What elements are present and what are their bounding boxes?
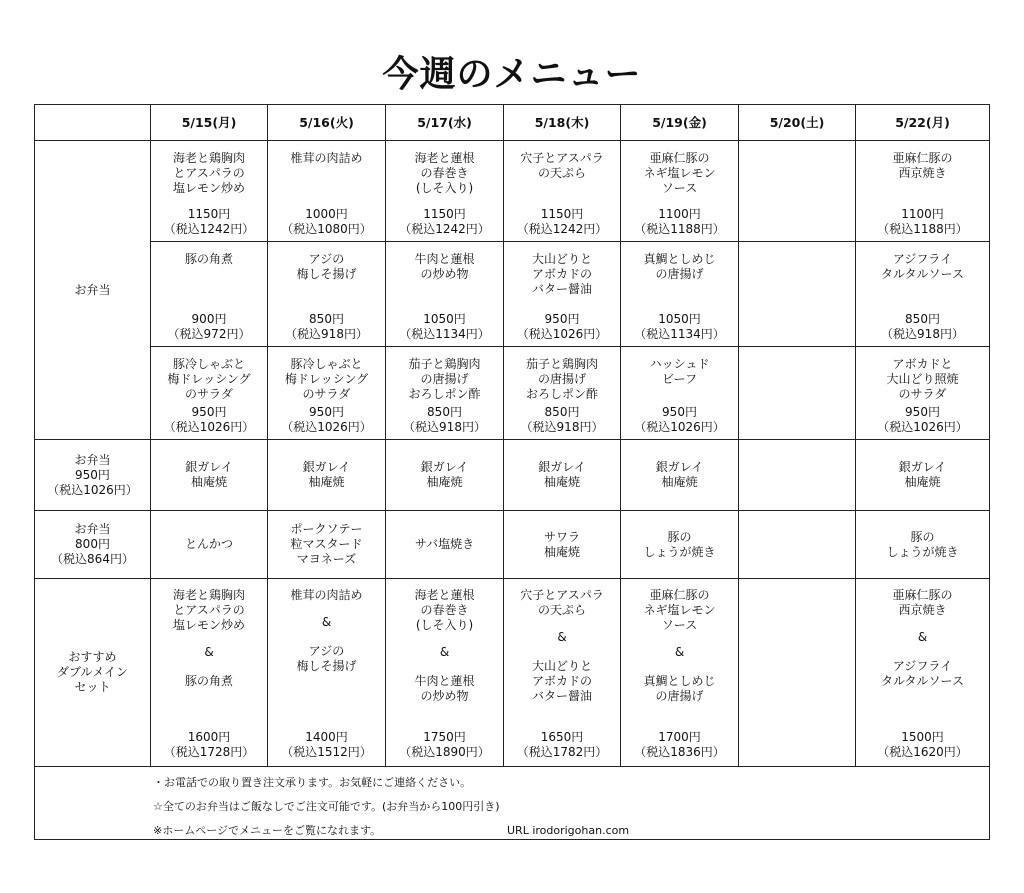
double-set-cell	[386, 579, 504, 767]
dish-price: 950円 （税込1026円）	[163, 405, 255, 434]
dish-name: 海老と鶏胸肉 とアスパラの 塩レモン炒め	[172, 151, 245, 195]
ampersand: &	[439, 645, 450, 659]
notes-row	[35, 767, 990, 840]
dish-a: 亜麻仁豚の ネギ塩レモン ソース	[643, 588, 716, 632]
menu-cell	[268, 242, 386, 347]
ampersand: &	[557, 630, 567, 644]
dish-a: 海老と蓮根 の春巻き (しそ入り)	[414, 588, 475, 632]
dish-price: 850円 （税込918円）	[285, 312, 368, 341]
bento-label: お弁当	[35, 141, 151, 440]
dish-name	[739, 511, 855, 578]
dish-name: 銀ガレイ 柚庵焼	[302, 460, 351, 489]
dish-name: アジフライ タルタルソース	[881, 252, 964, 281]
dish-name: ハッシュド ビーフ	[649, 357, 710, 386]
dish-a: 海老と鶏胸肉 とアスパラの 塩レモン炒め	[172, 588, 245, 632]
menu-cell	[739, 141, 856, 242]
menu-cell	[856, 440, 990, 511]
dish-name: 豚の しょうが焼き	[886, 529, 959, 559]
double-set-cell	[621, 579, 739, 767]
dish-name: とんかつ	[184, 537, 233, 551]
dish-price: 900円 （税込972円）	[167, 312, 251, 341]
dish-b: 大山どりと アボカドの バター醤油	[531, 659, 592, 703]
dish-a: 穴子とアスパラ の天ぷら	[520, 588, 604, 617]
dish-name: 銀ガレイ 柚庵焼	[420, 460, 469, 489]
notes-cell	[35, 767, 990, 840]
dish-name: 椎茸の肉詰め	[290, 151, 363, 165]
dish-price: 1100円 （税込1188円）	[634, 207, 725, 236]
dish-name: 大山どりと アボカドの バター醤油	[531, 252, 592, 296]
menu-cell	[856, 511, 990, 579]
dish-b: 牛肉と蓮根 の炒め物	[414, 674, 475, 703]
dish-name: アボカドと 大山どり照焼 のサラダ	[886, 357, 959, 401]
dish-name: 銀ガレイ 柚庵焼	[655, 460, 704, 489]
dish-price: 1000円 （税込1080円）	[281, 207, 372, 236]
menu-cell	[386, 141, 504, 242]
dish-name: ポークソテー 粒マスタード マヨネーズ	[290, 522, 363, 566]
set-price: 1700円 （税込1836円）	[634, 730, 725, 759]
bento-800-row	[35, 511, 990, 579]
menu-cell	[621, 347, 739, 440]
note-homepage: ※ホームページでメニューをご覧になれます。	[153, 824, 382, 837]
menu-cell	[386, 440, 504, 511]
day-header: 5/19(金)	[621, 105, 739, 141]
dish-name: 亜麻仁豚の 西京焼き	[892, 151, 953, 180]
dish-name: 牛肉と蓮根 の炒め物	[414, 252, 475, 281]
menu-cell	[151, 440, 268, 511]
dish-price: 1050円 （税込1134円）	[399, 312, 490, 341]
dish-price: 950円 （税込1026円）	[281, 405, 372, 434]
ampersand: &	[917, 630, 928, 644]
dish-name	[739, 242, 855, 252]
dish-name: 豚の角煮	[184, 252, 233, 266]
bento-row	[35, 347, 990, 440]
menu-cell	[621, 141, 739, 242]
ampersand: &	[204, 645, 214, 659]
corner-cell	[35, 105, 151, 141]
bento-950-row	[35, 440, 990, 511]
dish-name: 銀ガレイ 柚庵焼	[185, 460, 233, 489]
dish-name: 穴子とアスパラ の天ぷら	[520, 151, 604, 180]
dish-a: 椎茸の肉詰め	[290, 588, 363, 602]
dish-price: 850円 （税込918円）	[520, 405, 604, 434]
menu-cell	[856, 347, 990, 440]
dish-name: サワラ 柚庵焼	[543, 529, 580, 559]
dish-name: 茄子と鶏胸肉 の唐揚げ おろしポン酢	[525, 357, 598, 401]
dish-name: サバ塩焼き	[414, 537, 475, 551]
menu-cell	[739, 511, 856, 579]
menu-cell	[151, 347, 268, 440]
menu-cell	[739, 347, 856, 440]
dish-name	[739, 141, 855, 151]
dish-b: 真鯛としめじ の唐揚げ	[643, 674, 716, 703]
dish-name: 銀ガレイ 柚庵焼	[538, 460, 586, 489]
dish-price: 1150円 （税込1242円）	[399, 207, 490, 236]
dish-name: 銀ガレイ 柚庵焼	[898, 460, 947, 489]
dish-name	[739, 347, 855, 357]
bento-row	[35, 242, 990, 347]
day-header: 5/15(月)	[151, 105, 268, 141]
ampersand: &	[674, 645, 685, 659]
bento-row	[35, 141, 990, 242]
page-title: 今週のメニュー	[382, 54, 642, 95]
day-header: 5/18(木)	[504, 105, 621, 141]
set-price: 1600円 （税込1728円）	[163, 730, 255, 759]
set-price: 1400円 （税込1512円）	[281, 730, 372, 759]
note-url[interactable]: URL irodorigohan.com	[507, 824, 630, 837]
bento-800-label: お弁当 800円 （税込864円）	[35, 511, 151, 579]
menu-cell	[856, 141, 990, 242]
dish-price: 850円 （税込918円）	[403, 405, 486, 434]
menu-cell	[856, 242, 990, 347]
dish-price: 1100円 （税込1188円）	[877, 207, 968, 236]
bento-950-label: お弁当 950円 （税込1026円）	[35, 440, 151, 511]
menu-cell	[504, 347, 621, 440]
double-set-cell	[739, 579, 856, 767]
menu-cell	[151, 511, 268, 579]
menu-cell	[621, 242, 739, 347]
menu-cell	[268, 440, 386, 511]
dish-name: 海老と蓮根 の春巻き (しそ入り)	[414, 151, 475, 195]
menu-cell	[386, 511, 504, 579]
dish-name: 茄子と鶏胸肉 の唐揚げ おろしポン酢	[408, 357, 481, 401]
header-row	[35, 105, 990, 141]
dish-name: 亜麻仁豚の ネギ塩レモン ソース	[643, 151, 716, 195]
double-set-cell	[504, 579, 621, 767]
menu-cell	[268, 347, 386, 440]
dish-price: 850円 （税込918円）	[881, 312, 964, 341]
menu-table	[34, 104, 990, 840]
dish-a: 亜麻仁豚の 西京焼き	[892, 588, 953, 617]
day-header: 5/17(水)	[386, 105, 504, 141]
set-price: 1750円 （税込1890円）	[399, 730, 490, 759]
menu-cell	[504, 242, 621, 347]
menu-cell	[268, 141, 386, 242]
dish-price: 950円 （税込1026円）	[634, 405, 725, 434]
note-no-rice: ☆全てのお弁当はご飯なしでご注文可能です。(お弁当から100円引き)	[153, 800, 500, 813]
day-header: 5/16(火)	[268, 105, 386, 141]
dish-price: 1150円 （税込1242円）	[516, 207, 608, 236]
ampersand: &	[321, 615, 332, 629]
menu-cell	[386, 347, 504, 440]
dish-price: 950円 （税込1026円）	[877, 405, 968, 434]
dish-name: 豚冷しゃぶと 梅ドレッシング のサラダ	[167, 357, 251, 401]
dish-name: アジの 梅しそ揚げ	[296, 252, 357, 281]
menu-cell	[739, 440, 856, 511]
dish-name: 豚の しょうが焼き	[643, 529, 716, 559]
menu-cell	[151, 242, 268, 347]
double-main-label: おすすめ ダブルメイン セット	[35, 579, 151, 767]
day-header: 5/22(月)	[856, 105, 990, 141]
menu-cell	[504, 440, 621, 511]
menu-cell	[504, 141, 621, 242]
double-set-cell	[151, 579, 268, 767]
dish-price: 950円 （税込1026円）	[516, 312, 608, 341]
menu-cell	[621, 440, 739, 511]
menu-cell	[504, 511, 621, 579]
menu-cell	[621, 511, 739, 579]
day-header: 5/20(土)	[739, 105, 856, 141]
menu-cell	[739, 242, 856, 347]
dish-name	[739, 440, 855, 510]
dish-b: 豚の角煮	[184, 674, 233, 688]
double-main-row	[35, 579, 990, 767]
menu-cell	[268, 511, 386, 579]
dish-price: 1150円 （税込1242円）	[163, 207, 255, 236]
set-price: 1500円 （税込1620円）	[877, 730, 968, 759]
dish-b: アジフライ タルタルソース	[881, 659, 964, 688]
note-phone-order: ・お電話での取り置き注文承ります。お気軽にご連絡ください。	[153, 776, 472, 789]
dish-price: 1050円 （税込1134円）	[634, 312, 725, 341]
double-set-cell	[856, 579, 990, 767]
dish-name: 豚冷しゃぶと 梅ドレッシング のサラダ	[284, 357, 369, 401]
dish-b: アジの 梅しそ揚げ	[296, 644, 357, 673]
dish-name: 真鯛としめじ の唐揚げ	[643, 252, 716, 281]
menu-cell	[386, 242, 504, 347]
double-set-cell	[268, 579, 386, 767]
set-price: 1650円 （税込1782円）	[516, 730, 608, 759]
menu-cell	[151, 141, 268, 242]
